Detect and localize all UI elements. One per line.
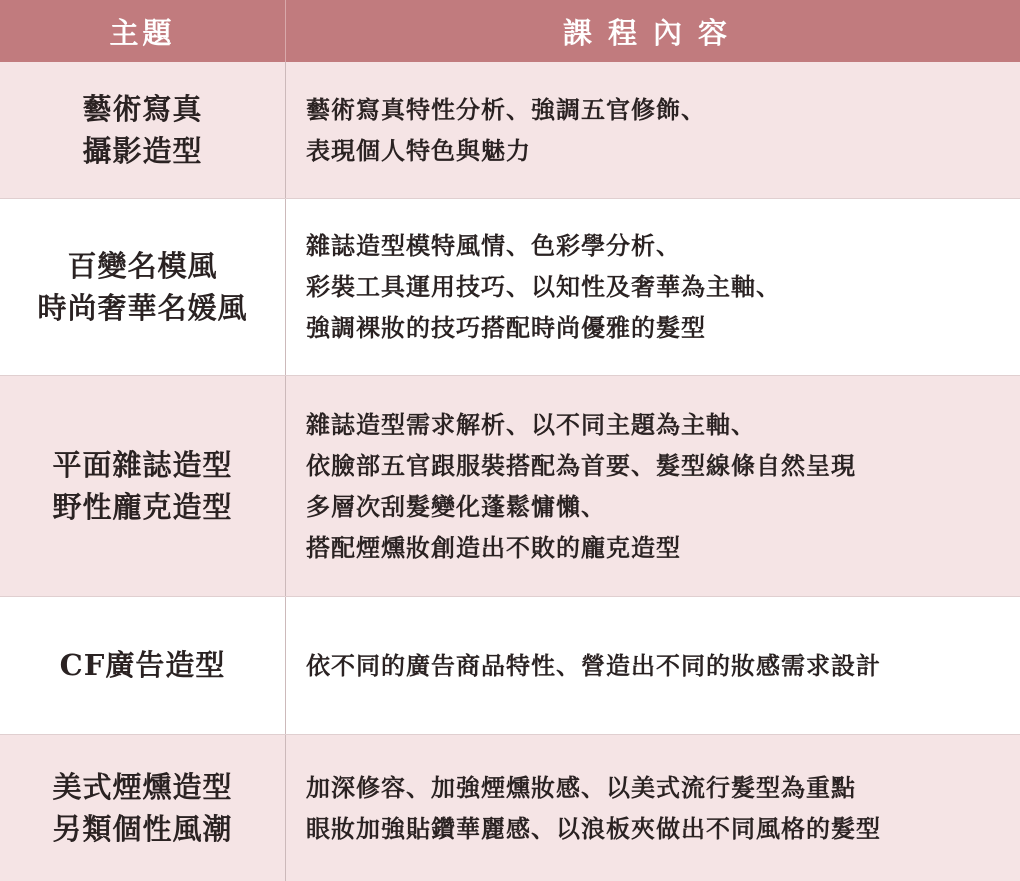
content-line: 彩裝工具運用技巧、以知性及奢華為主軸、: [306, 272, 781, 301]
row-divider: [0, 734, 1020, 735]
row-content: [286, 375, 1020, 596]
row-topic: [0, 596, 286, 734]
row-topic: [0, 198, 286, 375]
topic-line: 時尚奢華名媛風: [37, 290, 248, 325]
table-row: [0, 734, 1020, 881]
table-row: [0, 596, 1020, 734]
table-row: [0, 62, 1020, 198]
content-line: 依不同的廣告商品特性、營造出不同的妝感需求設計: [306, 650, 881, 680]
content-line: 多層次刮髮變化蓬鬆慵懶、: [306, 491, 606, 521]
row-topic: [0, 375, 286, 596]
row-content: [286, 596, 1020, 734]
content-line: 依臉部五官跟服裝搭配為首要、髮型線條自然呈現: [306, 450, 856, 480]
row-divider: [0, 596, 1020, 597]
content-line: 表現個人特色與魅力: [306, 136, 531, 165]
content-line: 搭配煙燻妝創造出不敗的龐克造型: [306, 532, 681, 562]
topic-line: CF廣告造型: [59, 648, 226, 682]
row-content: [286, 62, 1020, 198]
row-divider: [0, 198, 1020, 199]
content-line: 強調裸妝的技巧搭配時尚優雅的髮型: [306, 313, 706, 342]
header-topic: 主題: [0, 0, 286, 62]
topic-line: 另類個性風潮: [52, 811, 233, 846]
topic-line: 平面雜誌造型: [52, 447, 233, 482]
row-divider: [0, 375, 1020, 376]
table-row: [0, 198, 1020, 375]
table-header: [0, 0, 1020, 62]
topic-line: 百變名模風: [67, 248, 218, 283]
topic-line: 美式煙燻造型: [52, 769, 233, 804]
content-line: 眼妝加強貼鑽華麗感、以浪板夾做出不同風格的髮型: [306, 813, 881, 843]
content-line: 雜誌造型需求解析、以不同主題為主軸、: [306, 409, 756, 439]
content-line: 加深修容、加強煙燻妝感、以美式流行髮型為重點: [306, 772, 856, 802]
row-content: [286, 198, 1020, 375]
table-row: [0, 375, 1020, 596]
topic-line: 攝影造型: [82, 134, 203, 168]
header-content: 課程內容: [562, 15, 743, 50]
topic-line: 野性龐克造型: [52, 489, 233, 524]
row-topic: [0, 62, 286, 198]
topic-line: 藝術寫真: [82, 92, 203, 126]
row-topic: [0, 734, 286, 881]
row-content: [286, 734, 1020, 881]
content-line: 藝術寫真特性分析、強調五官修飾、: [306, 95, 706, 124]
content-line: 雜誌造型模特風情、色彩學分析、: [306, 231, 681, 260]
